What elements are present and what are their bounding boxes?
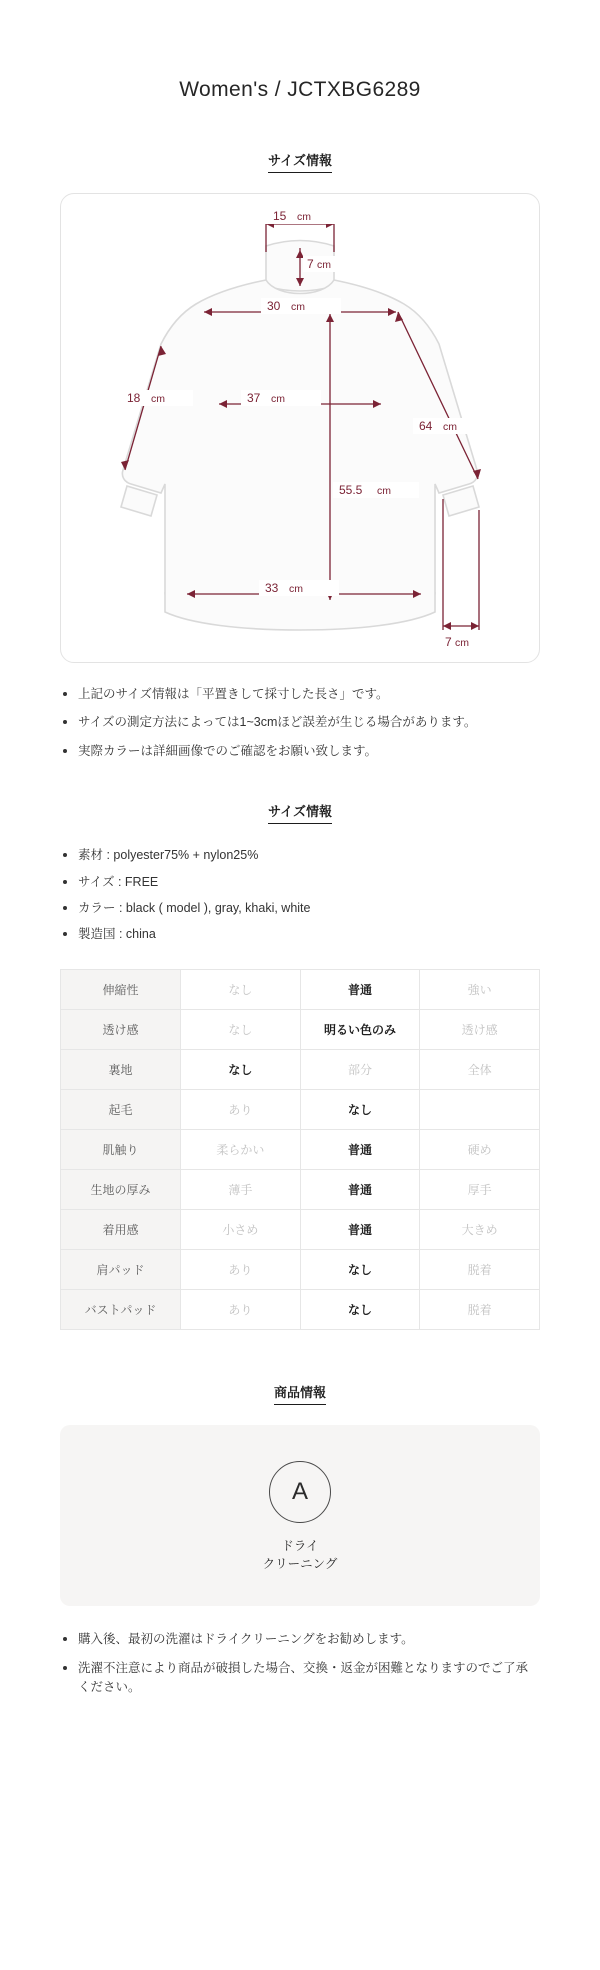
dim-chest-width-unit: cm	[271, 393, 285, 405]
table-row	[61, 1289, 540, 1329]
size-diagram-panel	[60, 193, 540, 663]
row-label: 生地の厚み	[61, 1169, 181, 1209]
dim-total-length-unit: cm	[377, 485, 391, 497]
row-label: 肩パッド	[61, 1249, 181, 1289]
notes-bottom-list	[60, 1630, 540, 1746]
cell-option-selected: なし	[181, 1049, 301, 1089]
cell-option-selected: 明るい色のみ	[300, 1009, 420, 1049]
cell-option: 硬め	[420, 1129, 540, 1169]
dim-sleeve-opening-unit: cm	[151, 393, 165, 405]
table-row	[61, 969, 540, 1009]
cell-option: あり	[181, 1089, 301, 1129]
cell-option-selected: 普通	[300, 1129, 420, 1169]
dim-collar-height-unit: cm	[317, 259, 331, 271]
cell-option: 薄手	[181, 1169, 301, 1209]
cell-option: 小さめ	[181, 1209, 301, 1249]
list-item-material: 素材 : polyester75% + nylon25%	[60, 846, 540, 865]
table-row	[61, 1209, 540, 1249]
cell-option-selected: 普通	[300, 1209, 420, 1249]
list-item: サイズの測定方法によっては1~3cmほど誤差が生じる場合があります。	[60, 713, 540, 732]
row-label: 着用感	[61, 1209, 181, 1249]
row-label: 起毛	[61, 1089, 181, 1129]
dim-cuff-width-unit: cm	[455, 637, 469, 649]
row-label: バストパッド	[61, 1289, 181, 1329]
garment-size-diagram	[61, 194, 539, 662]
dim-hem-width-unit: cm	[289, 583, 303, 595]
dim-cuff-width: 7	[445, 635, 452, 649]
dim-shoulder-width-unit: cm	[291, 301, 305, 313]
cell-option: 強い	[420, 969, 540, 1009]
cell-option-selected: なし	[300, 1249, 420, 1289]
care-instruction-panel	[60, 1425, 540, 1607]
care-label-line2: クリーニング	[262, 1557, 338, 1572]
dim-neck-width-unit: cm	[297, 211, 311, 223]
spec-table	[60, 969, 540, 1330]
cell-option-empty	[420, 1089, 540, 1129]
row-label: 透け感	[61, 1009, 181, 1049]
cell-option: 全体	[420, 1049, 540, 1089]
care-label-line1: ドライ	[281, 1538, 319, 1553]
list-item: 実際カラーは詳細画像でのご確認をお願い致します。	[60, 742, 540, 761]
section-heading-size-info-2	[60, 801, 540, 824]
cell-option: 脱着	[420, 1249, 540, 1289]
cell-option-selected: 普通	[300, 1169, 420, 1209]
cell-option: あり	[181, 1289, 301, 1329]
cell-option: なし	[181, 1009, 301, 1049]
list-item: 購入後、最初の洗濯はドライクリーニングをお勧めします。	[60, 1630, 540, 1649]
list-item-color: カラー : black ( model ), gray, khaki, white	[60, 899, 540, 918]
cell-option: 大きめ	[420, 1209, 540, 1249]
section-heading-label: サイズ情報	[268, 150, 332, 173]
table-row	[61, 1009, 540, 1049]
dry-clean-icon	[269, 1461, 331, 1523]
table-row	[61, 1129, 540, 1169]
dim-sleeve-opening: 18	[127, 391, 141, 405]
cell-option: 脱着	[420, 1289, 540, 1329]
cell-option: 部分	[300, 1049, 420, 1089]
dim-chest-width: 37	[247, 391, 261, 405]
cell-option: 透け感	[420, 1009, 540, 1049]
dim-collar-height: 7	[307, 257, 314, 271]
cell-option-selected: 普通	[300, 969, 420, 1009]
cell-option: 厚手	[420, 1169, 540, 1209]
row-label: 伸縮性	[61, 969, 181, 1009]
section-heading-size-info-1	[60, 150, 540, 173]
product-details-list	[60, 846, 540, 945]
notes-top-list	[60, 685, 540, 761]
section-heading-label: サイズ情報	[268, 801, 332, 824]
dim-hem-width: 33	[265, 581, 279, 595]
dim-neck-width: 15	[273, 209, 287, 223]
list-item: 洗濯不注意により商品が破損した場合、交換・返金が困難となりますのでご了承ください。	[60, 1659, 540, 1698]
list-item-size: サイズ : FREE	[60, 873, 540, 892]
cell-option: あり	[181, 1249, 301, 1289]
table-row	[61, 1089, 540, 1129]
cell-option-selected: なし	[300, 1089, 420, 1129]
list-item: 上記のサイズ情報は「平置きして採寸した長さ」です。	[60, 685, 540, 704]
row-label: 裏地	[61, 1049, 181, 1089]
section-heading-label: 商品情報	[274, 1382, 326, 1405]
table-row	[61, 1049, 540, 1089]
cell-option: なし	[181, 969, 301, 1009]
table-row	[61, 1249, 540, 1289]
cell-option-selected: なし	[300, 1289, 420, 1329]
care-label	[60, 1537, 540, 1575]
page-title: Women's / JCTXBG6289	[179, 78, 421, 101]
section-heading-product-info	[60, 1382, 540, 1405]
cell-option: 柔らかい	[181, 1129, 301, 1169]
table-row	[61, 1169, 540, 1209]
dim-total-length: 55.5	[339, 483, 363, 497]
row-label: 肌触り	[61, 1129, 181, 1169]
dry-clean-symbol: A	[291, 1477, 308, 1505]
dim-sleeve-length: 64	[419, 419, 433, 433]
list-item-origin: 製造国 : china	[60, 925, 540, 944]
dim-sleeve-length-unit: cm	[443, 421, 457, 433]
dim-shoulder-width: 30	[267, 299, 281, 313]
